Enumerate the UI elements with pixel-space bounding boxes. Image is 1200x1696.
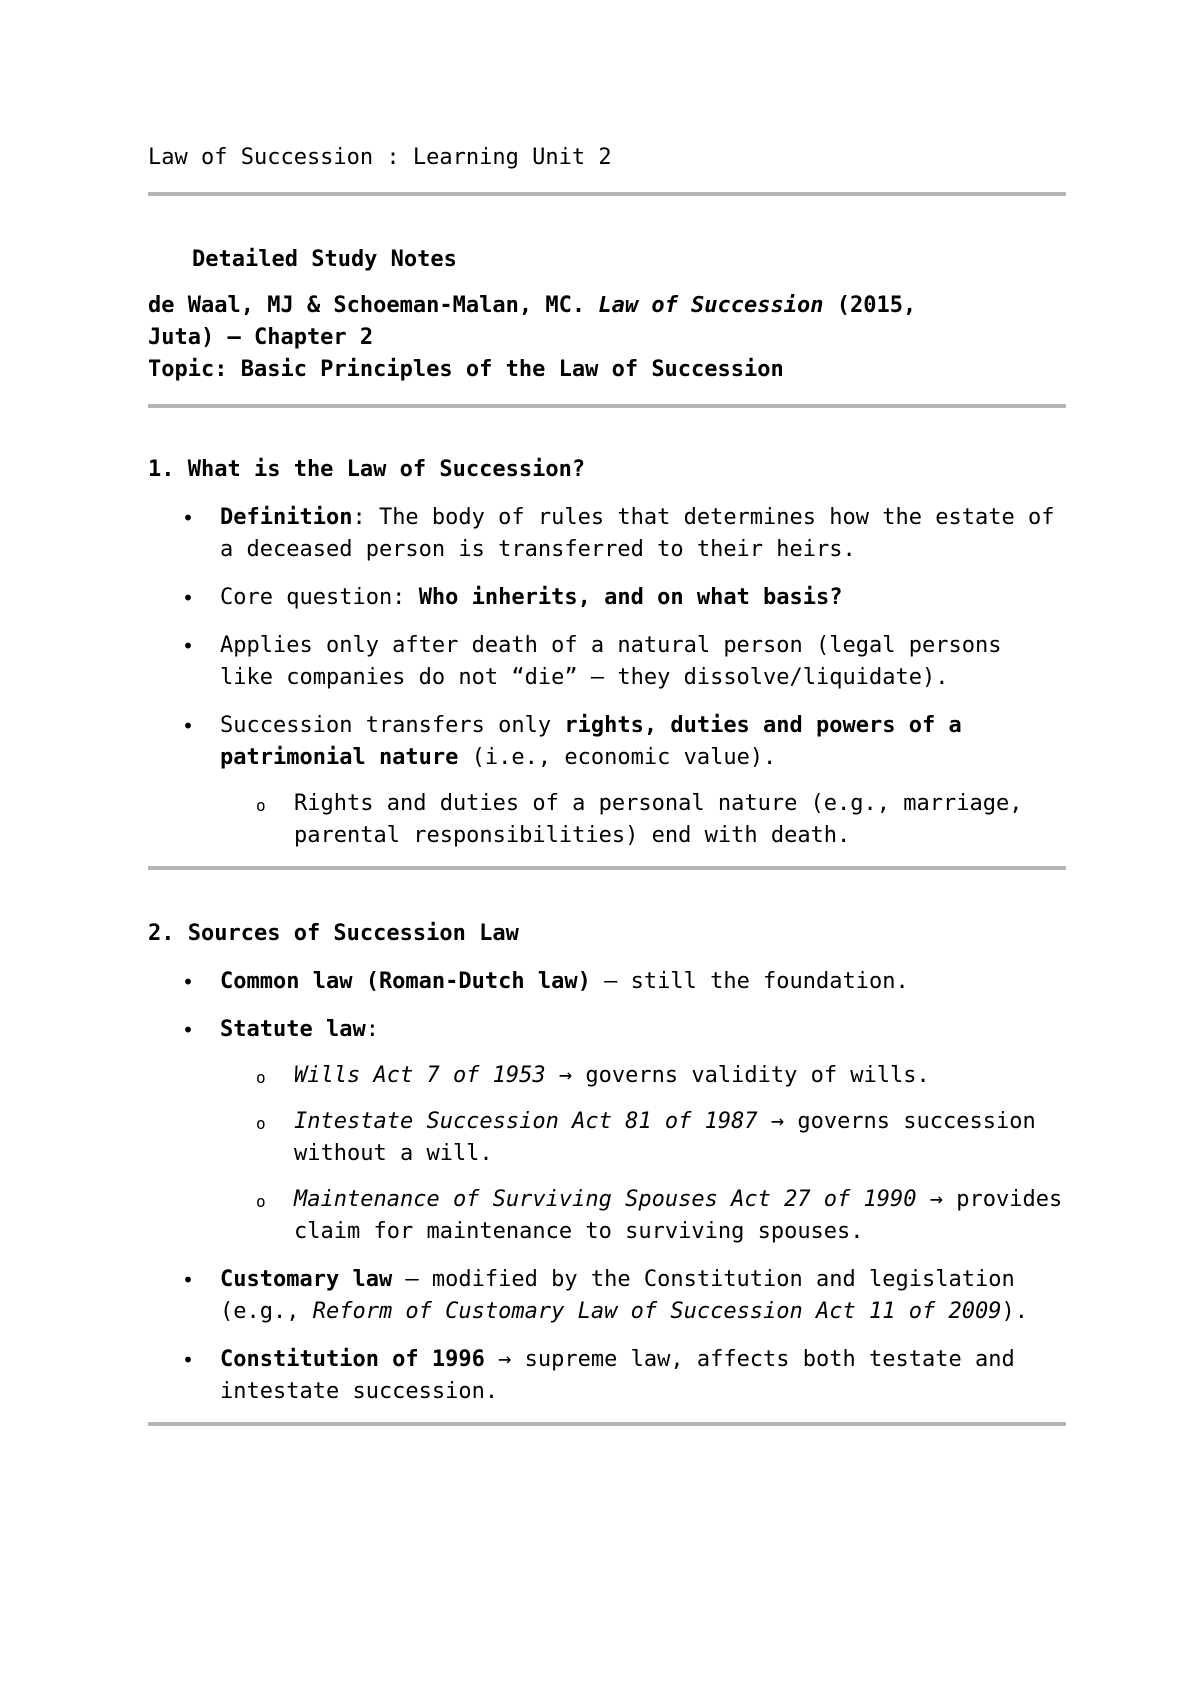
citation-publisher: Juta) – Chapter 2 (148, 325, 374, 350)
sub-list-item (222, 1060, 1066, 1092)
statute-title: Maintenance of Surviving Spouses Act 27 of 1990 (294, 1187, 917, 1212)
sub-list-item (222, 1106, 1066, 1170)
bullet-list (148, 502, 1066, 852)
bullet-icon: • (182, 714, 195, 738)
bullet-icon: • (182, 586, 195, 610)
item-text: Rights and duties of a personal nature (e.g., marriage, parental responsibilities) end with death. (294, 791, 1023, 848)
sub-bullet-icon: o (256, 1114, 266, 1133)
list-item (148, 966, 1066, 998)
item-text: → governs succession without a will. (294, 1109, 1036, 1166)
item-text: → provides claim for maintenance to surviving spouses. (294, 1187, 1063, 1244)
study-title: Detailed Study Notes (192, 247, 457, 272)
list-item (148, 502, 1066, 566)
list-item (148, 1014, 1066, 1248)
statute-title: Wills Act 7 of 1953 (294, 1063, 546, 1088)
statute-title: Intestate Succession Act 81 of 1987 (294, 1109, 758, 1134)
bullet-icon: • (182, 1018, 195, 1042)
item-text: → supreme law, affects both testate and intestate succession. (220, 1347, 1015, 1404)
section-heading: 1. What is the Law of Succession? (148, 457, 586, 482)
topic-line: Topic: Basic Principles of the Law of Succession (148, 357, 784, 382)
term-label: Definition (220, 505, 353, 530)
section-heading: 2. Sources of Succession Law (148, 921, 519, 946)
sub-bullet-icon: o (256, 1068, 266, 1087)
sub-bullet-icon: o (256, 1192, 266, 1211)
bullet-icon: • (182, 1268, 195, 1292)
list-item (148, 1344, 1066, 1408)
statute-title: Reform of Customary Law of Succession Act 11 of 2009 (312, 1299, 1002, 1324)
item-text: : (365, 1017, 379, 1042)
item-emphasis: Statute law (220, 1017, 366, 1042)
divider (148, 1422, 1066, 1426)
page-content (148, 142, 1066, 1426)
citation (148, 290, 1066, 354)
bullet-icon: • (182, 1348, 195, 1372)
unit-header: Law of Succession : Learning Unit 2 (148, 145, 612, 170)
bullet-icon: • (182, 970, 195, 994)
citation-book-title: Law of Succession (598, 293, 824, 318)
item-emphasis: rights, duties and powers of a patrimonial nature (220, 713, 962, 770)
sub-list-item (222, 1184, 1066, 1248)
bullet-icon: • (182, 506, 195, 530)
item-text: Core question: (220, 585, 419, 610)
list-item (148, 582, 1066, 614)
item-text: (i.e., economic value). (458, 745, 777, 770)
divider (148, 192, 1066, 196)
list-item (148, 630, 1066, 694)
sub-list (220, 788, 1066, 852)
item-emphasis: Customary law (220, 1267, 393, 1292)
sub-list (220, 1060, 1066, 1248)
item-text: Succession transfers only (220, 713, 565, 738)
item-emphasis: Common law (Roman-Dutch law) (220, 969, 591, 994)
divider (148, 866, 1066, 870)
citation-authors: de Waal, MJ & Schoeman-Malan, MC. (148, 293, 599, 318)
sub-list-item (222, 788, 1066, 852)
list-item (148, 710, 1066, 852)
bullet-icon: • (182, 634, 195, 658)
item-text: Applies only after death of a natural person (legal persons like companies do not “die” – they dissolve/liquidate). (220, 633, 1002, 690)
item-text: : The body of rules that determines how the estate of a deceased person is transferred to their heirs. (220, 505, 1055, 562)
item-text: → governs validity of wills. (545, 1063, 930, 1088)
list-item (148, 1264, 1066, 1328)
item-emphasis: Constitution of 1996 (220, 1347, 485, 1372)
bullet-list (148, 966, 1066, 1408)
divider (148, 404, 1066, 408)
item-text: ). (1001, 1299, 1028, 1324)
citation-year: (2015, (823, 293, 917, 318)
sub-bullet-icon: o (256, 796, 266, 815)
item-emphasis: Who inherits, and on what basis? (418, 585, 843, 610)
item-text: – still the foundation. (590, 969, 909, 994)
item-text: – modified by the Constitution and legislation (e.g., (220, 1267, 1015, 1324)
